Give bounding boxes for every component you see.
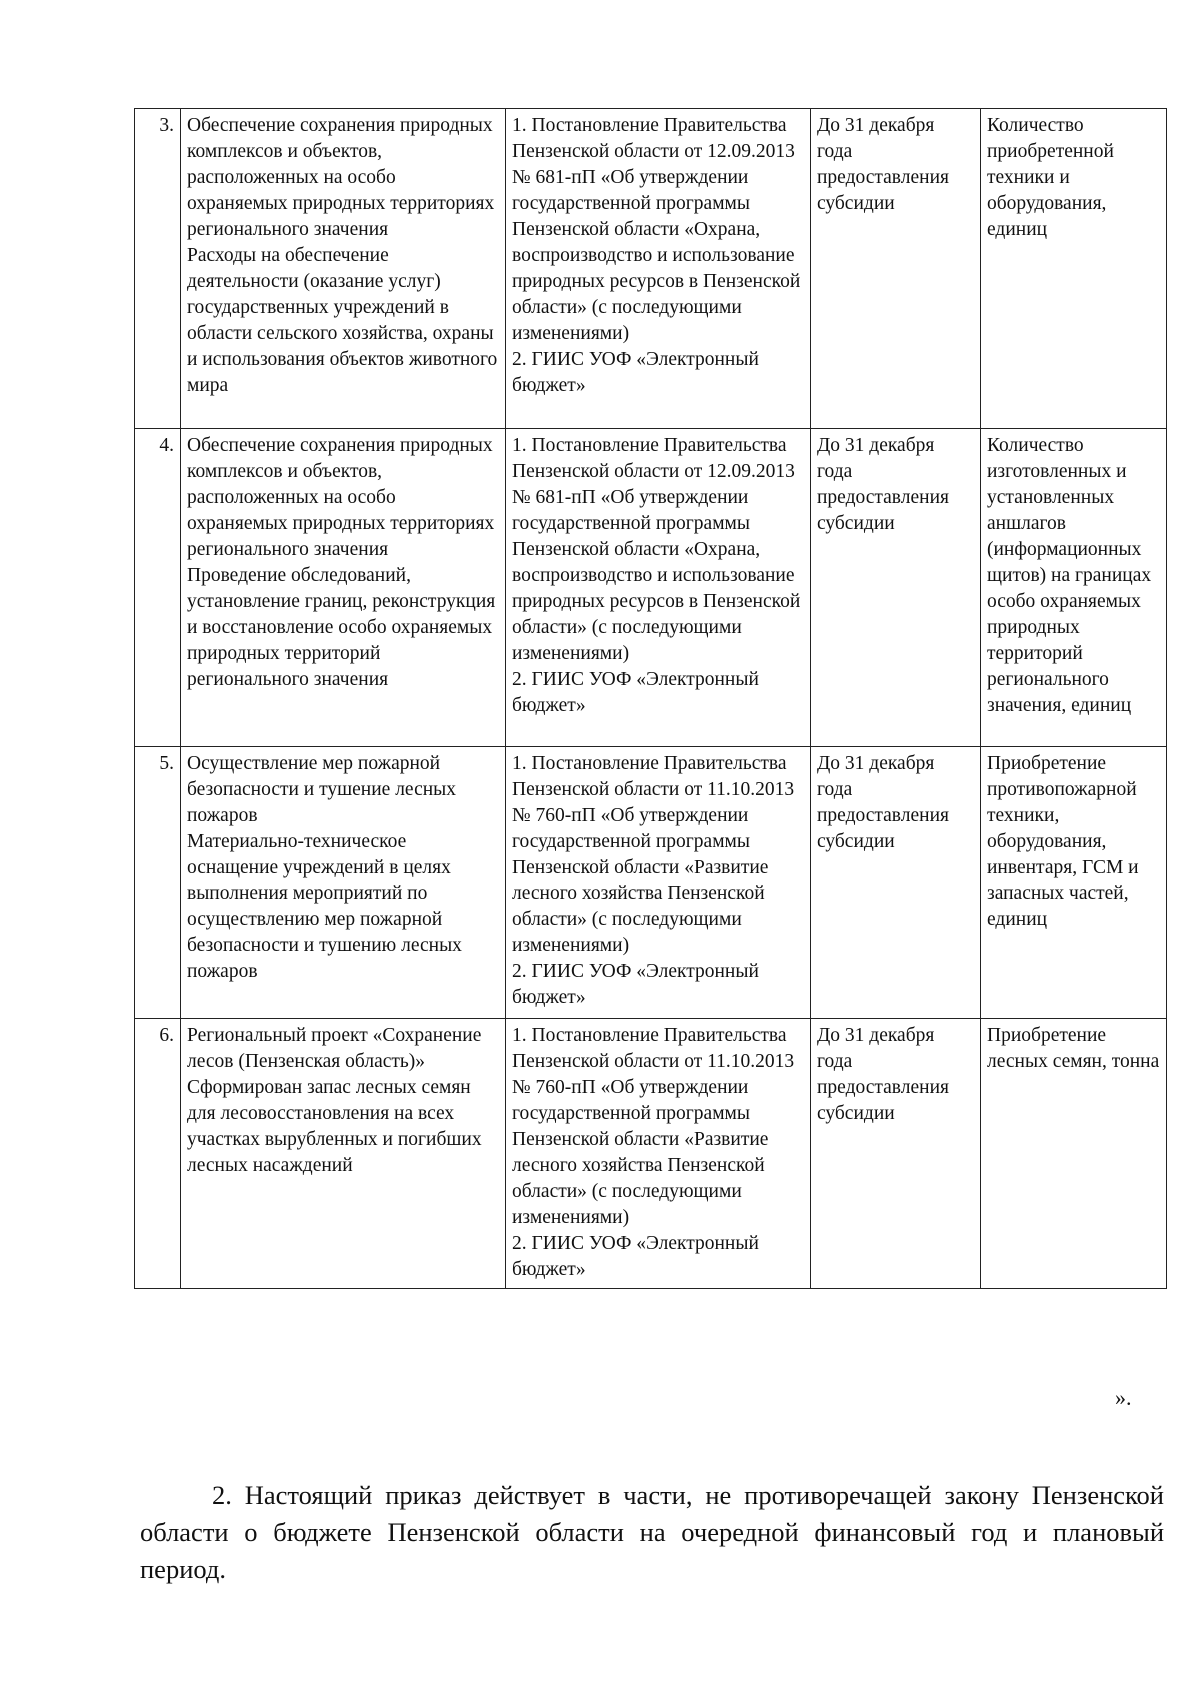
table-row	[135, 429, 1167, 747]
legal-basis: 1. Постановление Правительства Пензенской области от 11.10.2013 № 760-пП «Об утверждении государственной программы Пензенской области «Развитие лесного хозяйства Пензенской области» (с последующими изменениями) 2. ГИИС УОФ «Электронный бюджет»	[506, 747, 811, 1019]
measure-name: Обеспечение сохранения природных комплексов и объектов, расположенных на особо охраняемых природных территориях регионального значения Расходы на обеспечение деятельности (оказание услуг) государственных учреждений в области сельского хозяйства, охраны и использования объектов животного мира	[181, 109, 506, 429]
measure-name: Осуществление мер пожарной безопасности и тушение лесных пожаров Материально-техническое оснащение учреждений в целях выполнения мероприятий по осуществлению мер пожарной безопасности и тушению лесных пожаров	[181, 747, 506, 1019]
result-indicator: Количество приобретенной техники и оборудования, единиц	[981, 109, 1167, 429]
deadline: До 31 декабря года предоставления субсидии	[811, 109, 981, 429]
table-row	[135, 1019, 1167, 1289]
measure-name: Обеспечение сохранения природных комплексов и объектов, расположенных на особо охраняемых природных территориях регионального значения Проведение обследований, установление границ, реконструкция и восстановление особо охраняемых природных территорий регионального значения	[181, 429, 506, 747]
subsidy-table	[134, 108, 1167, 1289]
result-indicator: Приобретение лесных семян, тонна	[981, 1019, 1167, 1289]
legal-basis: 1. Постановление Правительства Пензенской области от 12.09.2013 № 681-пП «Об утверждении государственной программы Пензенской области «Охрана, воспроизводство и использование природных ресурсов в Пензенской области» (с последующими изменениями) 2. ГИИС УОФ «Электронный бюджет»	[506, 429, 811, 747]
deadline: До 31 декабря года предоставления субсидии	[811, 747, 981, 1019]
row-number: 5.	[135, 747, 181, 1019]
body-paragraph: 2. Настоящий приказ действует в части, не противоречащей закону Пензенской области о бюджете Пензенской области на очередной финансовый год и плановый период.	[140, 1479, 1164, 1584]
table-row	[135, 747, 1167, 1019]
deadline: До 31 декабря года предоставления субсидии	[811, 1019, 981, 1289]
legal-basis: 1. Постановление Правительства Пензенской области от 11.10.2013 № 760-пП «Об утверждении государственной программы Пензенской области «Развитие лесного хозяйства Пензенской области» (с последующими изменениями) 2. ГИИС УОФ «Электронный бюджет»	[506, 1019, 811, 1289]
measure-name: Региональный проект «Сохранение лесов (Пензенская область)» Сформирован запас лесных семян для лесовосстановления на всех участках вырубленных и погибших лесных насаждений	[181, 1019, 506, 1289]
row-number: 6.	[135, 1019, 181, 1289]
row-number: 4.	[135, 429, 181, 747]
row-number: 3.	[135, 109, 181, 429]
result-indicator: Количество изготовленных и установленных аншлагов (информационных щитов) на границах особо охраняемых природных территорий регионального значения, единиц	[981, 429, 1167, 747]
deadline: До 31 декабря года предоставления субсидии	[811, 429, 981, 747]
result-indicator: Приобретение противопожарной техники, оборудования, инвентаря, ГСМ и запасных частей, единиц	[981, 747, 1167, 1019]
closing-quote: ».	[1115, 1385, 1132, 1410]
table-row	[135, 109, 1167, 429]
legal-basis: 1. Постановление Правительства Пензенской области от 12.09.2013 № 681-пП «Об утверждении государственной программы Пензенской области «Охрана, воспроизводство и использование природных ресурсов в Пензенской области» (с последующими изменениями) 2. ГИИС УОФ «Электронный бюджет»	[506, 109, 811, 429]
